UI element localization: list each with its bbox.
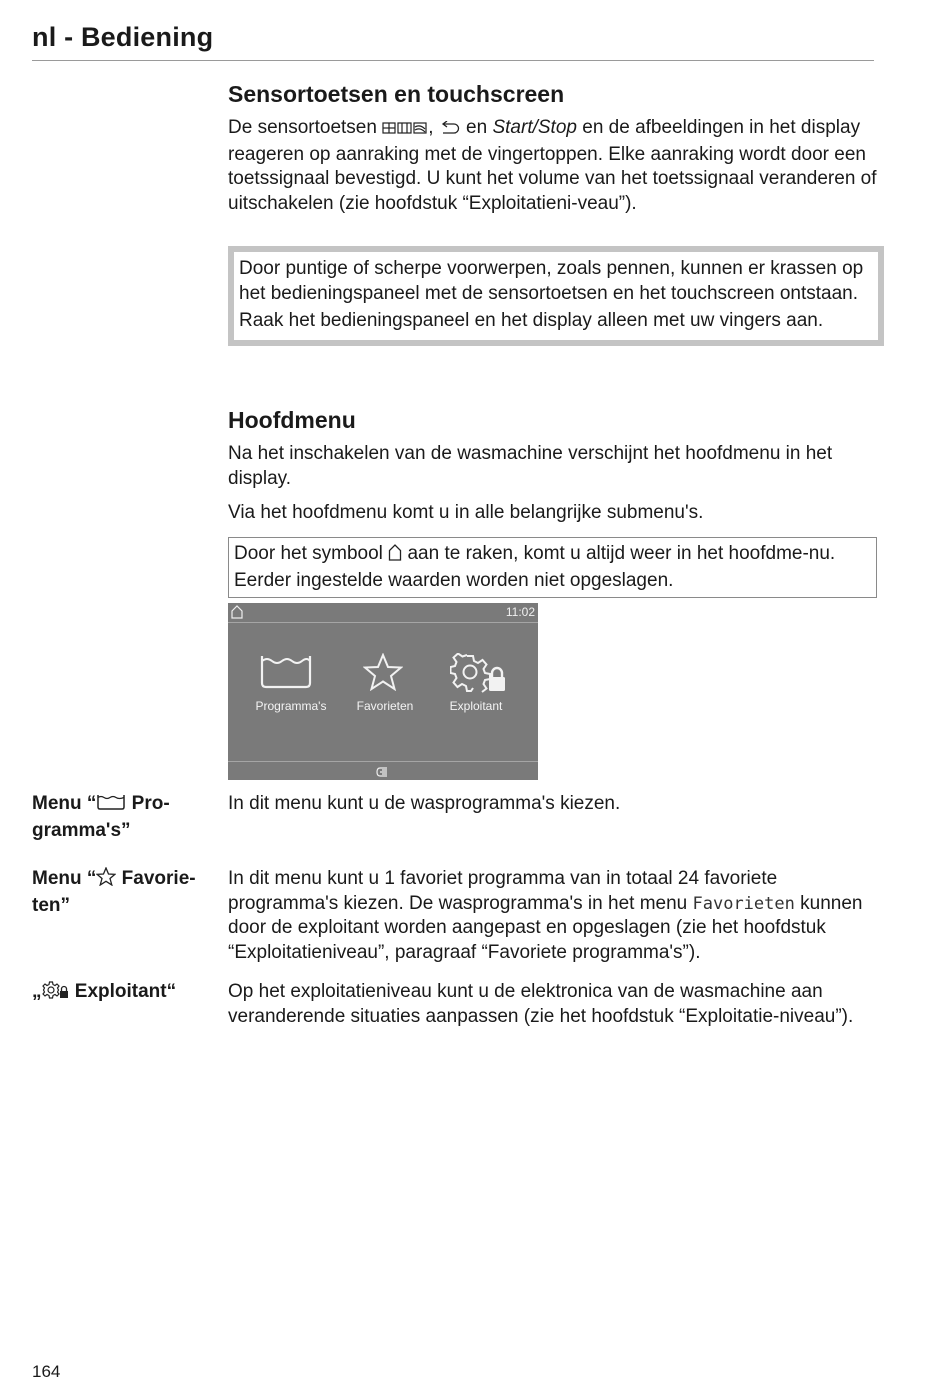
warning-box xyxy=(228,246,884,346)
display-screenshot xyxy=(228,603,538,780)
display-clock: 11:02 xyxy=(505,605,535,619)
sensor-paragraph: De sensortoetsen , en Start/Stop en de afbeeldingen in het display reageren op aanraking met de vingertoppen. Elke aanraking wordt door een toetssignaal bevestigd. U kunt het volume van het toetssignaal veranderen of uitschakelen (zie hoofdstuk “Exploitatieni-veau”). xyxy=(228,117,877,214)
section-main-menu xyxy=(228,407,878,526)
star-icon[interactable] xyxy=(363,653,403,696)
section-heading-main-menu: Hoofdmenu xyxy=(228,407,356,433)
warning-text-2: Raak het bedieningspaneel en het display alleen met uw vingers aan. xyxy=(239,310,824,331)
display-status-bar xyxy=(228,603,538,623)
display-bottom-bar xyxy=(228,761,538,781)
menu-favorites-text: In dit menu kunt u 1 favoriet programma van in totaal 24 favoriete programma's kiezen. De wasprogramma's in het menu Favorieten kunnen door de exploitant worden aangepast en opgeslagen (zie het hoofdstuk “Exploitatieniveau”, paragraaf “Favoriete programma's”). xyxy=(228,868,863,963)
touch-hand-icon xyxy=(375,765,391,783)
gear-lock-icon xyxy=(42,981,70,1007)
menu-name-favorieten: Favorieten xyxy=(692,893,795,914)
tub-icon[interactable] xyxy=(259,653,313,694)
menu-programs-text: In dit menu kunt u de wasprogramma's kiezen. xyxy=(228,793,621,814)
header-divider xyxy=(32,60,874,61)
menu-operator-text: Op het exploitatieniveau kunt u de elektronica van de wasmachine aan veranderende situaties aanpassen (zie het hoofdstuk “Exploitatie-niveau”). xyxy=(228,981,854,1027)
back-arrow-icon xyxy=(439,118,461,143)
section-sensor xyxy=(228,81,878,216)
gear-lock-icon[interactable] xyxy=(450,653,508,698)
note-box: Door het symbool aan te raken, komt u altijd weer in het hoofdme-nu. Eerder ingestelde waarden worden niet opgeslagen. xyxy=(228,537,877,598)
star-icon xyxy=(96,867,116,894)
main-menu-paragraph-1: Na het inschakelen van de wasmachine verschijnt het hoofdmenu in het display. xyxy=(228,443,833,489)
home-icon xyxy=(388,543,402,569)
page-title: nl - Bediening xyxy=(32,22,214,52)
page-number: 164 xyxy=(32,1362,61,1381)
main-menu-paragraph-2: Via het hoofdmenu komt u in alle belangrijke submenu's. xyxy=(228,502,704,523)
menu-operator-label: „ Exploitant“ xyxy=(32,980,217,1007)
home-icon[interactable] xyxy=(231,605,243,624)
display-item-label: Exploitant xyxy=(449,699,503,713)
warning-text-1: Door puntige of scherpe voorwerpen, zoals pennen, kunnen er krassen op het bedieningspaneel met de sensortoetsen en het touchscreen ontstaan. xyxy=(239,258,864,304)
menu-favorites-label: Menu “ Favorie-ten” xyxy=(32,868,196,916)
tub-icon xyxy=(96,793,126,819)
sensor-keys-icon xyxy=(382,118,428,143)
section-heading-sensor: Sensortoetsen en touchscreen xyxy=(228,81,565,107)
display-item-label: Programma's xyxy=(255,699,327,713)
display-item-label: Favorieten xyxy=(356,699,414,713)
menu-programs-label: Menu “ Pro-gramma's” xyxy=(32,793,170,841)
